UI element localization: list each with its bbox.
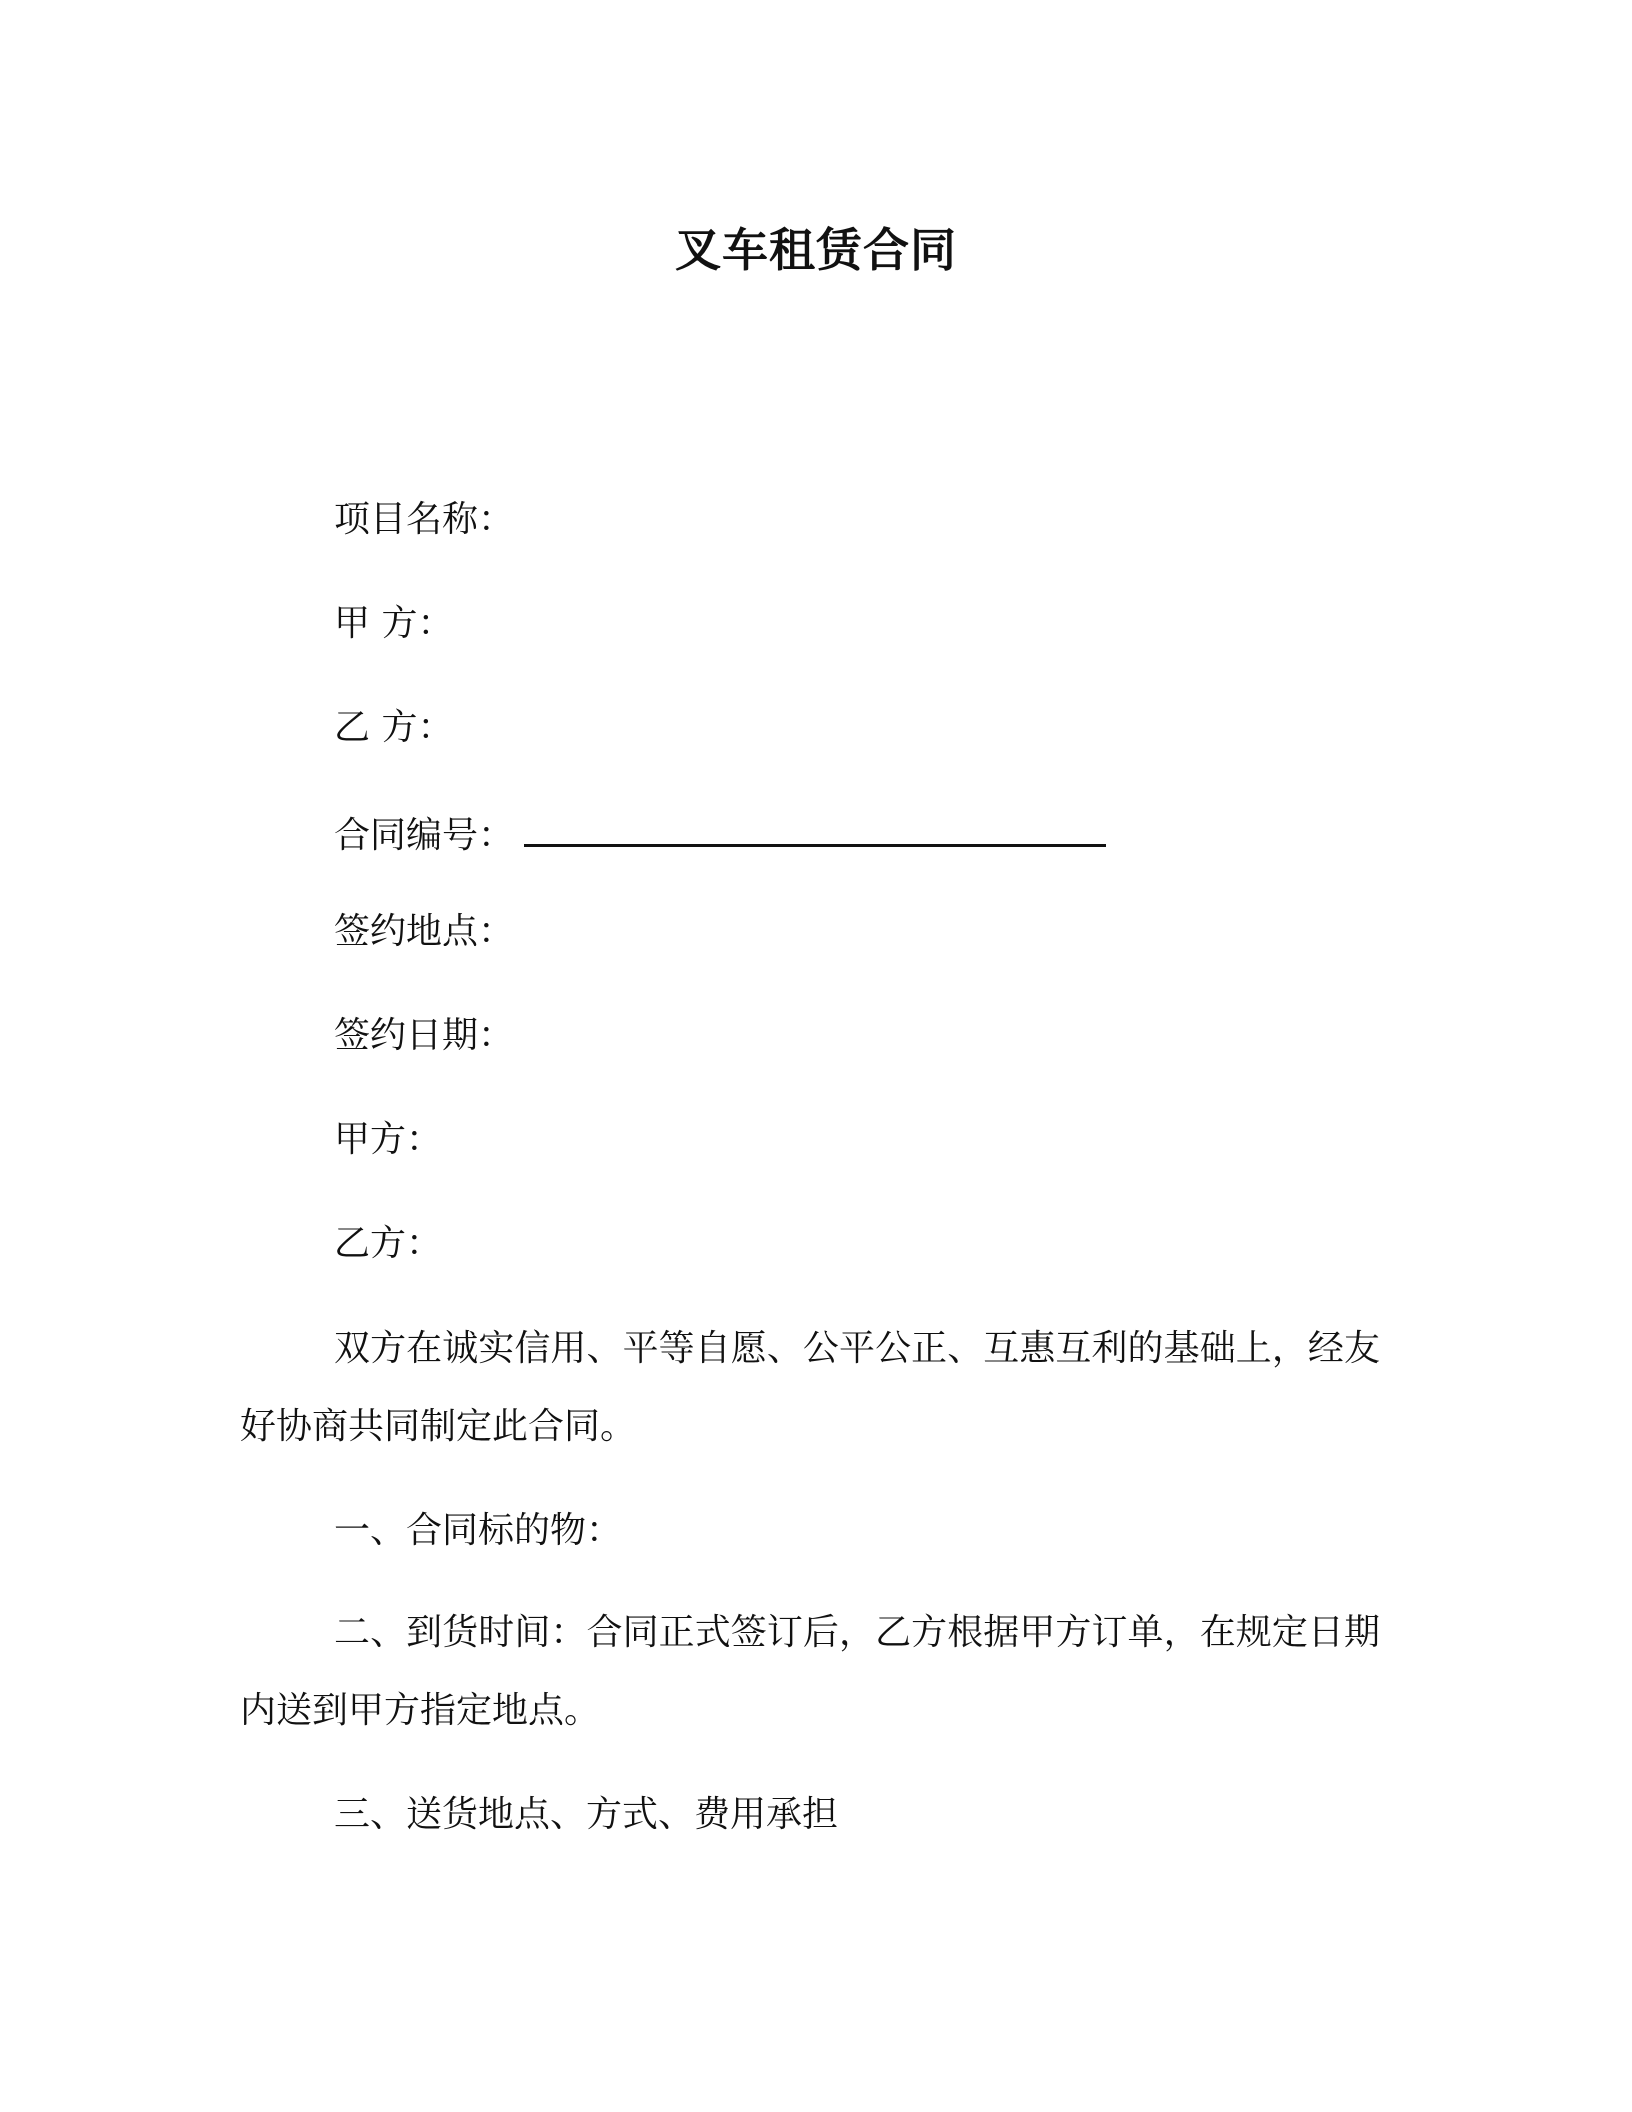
intro-paragraph: 双方在诚实信用、平等自愿、公平公正、互惠互利的基础上，经友好协商共同制定此合同。 [240,1328,1380,1447]
field-party-a: 甲 方： [334,603,454,644]
field-party-b: 乙 方： [334,707,454,748]
field-contract-number-label: 合同编号： [334,815,515,856]
field-sign-place: 签约地点： [334,911,515,952]
contract-number-blank [524,810,1106,847]
clause-2: 二、到货时间：合同正式签订后，乙方根据甲方订单，在规定日期内送到甲方指定地点。 [240,1612,1380,1731]
field-party-a-2: 甲方： [334,1119,443,1160]
clause-1: 一、合同标的物： [334,1510,623,1551]
field-project-name: 项目名称： [334,499,515,540]
document-title: 叉车租赁合同 [675,223,957,277]
field-party-b-2: 乙方： [334,1223,443,1264]
field-sign-date: 签约日期： [334,1015,515,1056]
clause-3: 三、送货地点、方式、费用承担 [334,1794,839,1835]
field-contract-number [334,810,1106,862]
